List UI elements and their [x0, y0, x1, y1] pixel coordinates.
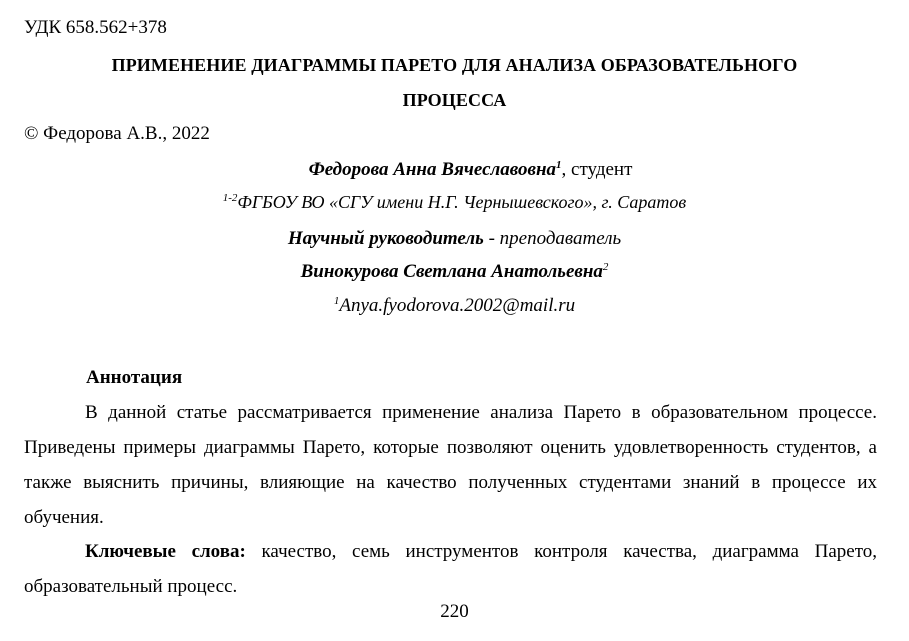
email-mark: 1	[333, 295, 340, 307]
abstract-heading: Аннотация	[86, 367, 183, 388]
organization-name: ФГБОУ ВО «СГУ имени Н.Г. Чернышевского», г. Саратов	[237, 192, 687, 212]
keywords-label: Ключевые слова:	[85, 541, 246, 562]
keywords-text: качество, семь инструментов контроля качества, диаграмма Парето, образовательный процесс.	[24, 541, 877, 597]
email-line	[0, 294, 909, 318]
advisor-label: Научный руководитель	[287, 228, 484, 249]
advisor-name-line	[0, 260, 909, 284]
article-title-line-1: ПРИМЕНЕНИЕ ДИАГРАММЫ ПАРЕТО ДЛЯ АНАЛИЗА ОБРАЗОВАТЕЛЬНОГО	[111, 55, 798, 75]
udk-code: УДК 658.562+378	[24, 17, 167, 38]
keywords-paragraph	[24, 534, 877, 604]
author-line	[0, 158, 909, 182]
organization-mark: 1-2	[222, 192, 238, 204]
author-role: , студент	[561, 159, 633, 180]
advisor-role: - преподаватель	[483, 228, 622, 249]
page-number: 220	[440, 601, 469, 622]
copyright-notice: © Федорова А.В., 2022	[24, 123, 210, 144]
author-email[interactable]: Anya.fyodorova.2002@mail.ru	[339, 295, 576, 316]
author-affiliation-mark: 1	[556, 159, 562, 171]
advisor-name: Винокурова Светлана Анатольевна	[300, 261, 603, 282]
advisor-affiliation-mark: 2	[602, 261, 609, 273]
author-name: Федорова Анна Вячеславовна	[308, 159, 557, 180]
article-title-line-2: ПРОЦЕССА	[402, 90, 507, 110]
advisor-role-line	[0, 227, 909, 251]
abstract-text: В данной статье рассматривается применение анализа Парето в образовательном процессе. Приведены примеры диаграммы Парето, которые позволяют оценить удовлетворенность студентов, а также выяснить причины, влияющие на качество полученных студентами знаний в процессе их обучения.	[24, 402, 877, 528]
abstract-paragraph	[24, 395, 877, 535]
organization-line	[0, 190, 909, 214]
